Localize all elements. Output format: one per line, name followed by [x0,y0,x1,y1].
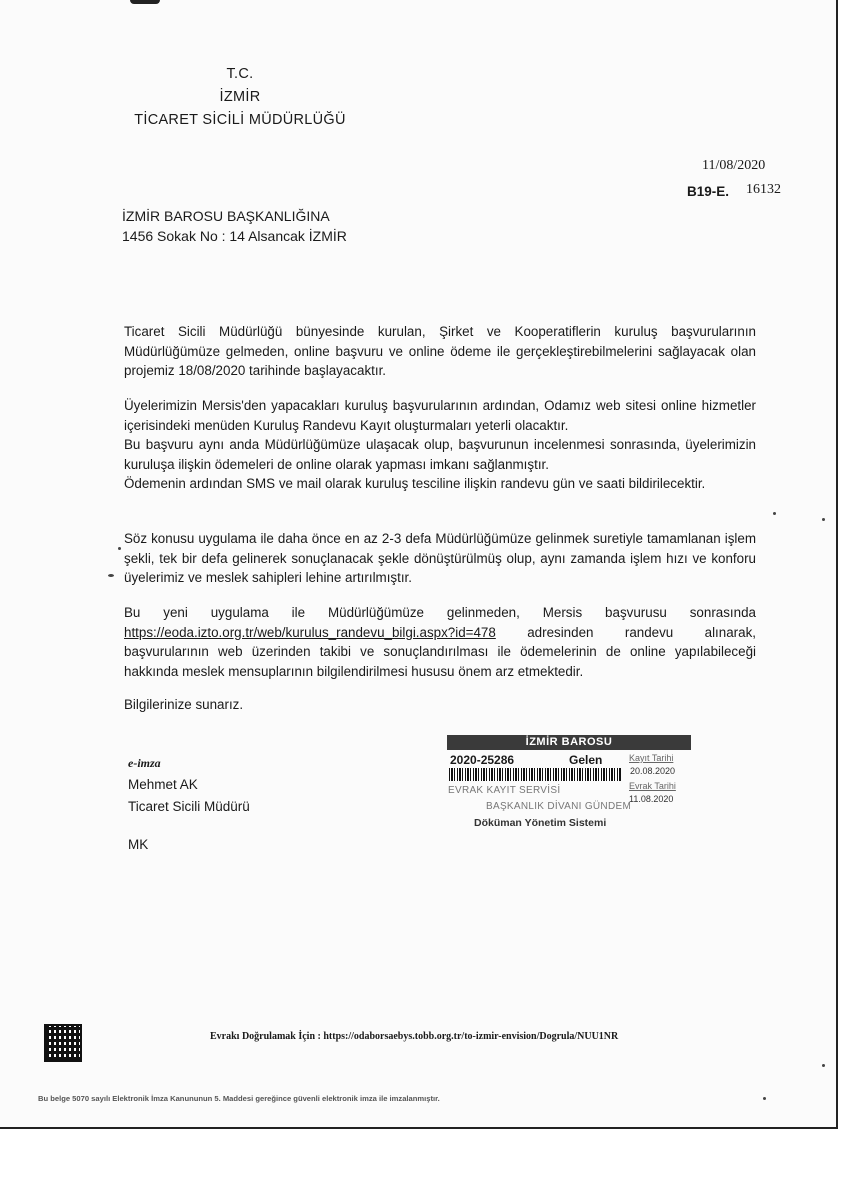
stamp-service: EVRAK KAYIT SERVİSİ [448,785,561,796]
signer-initials: MK [128,837,149,852]
paragraph-3-text: Söz konusu uygulama ile daha önce en az 2-3 defa Müdürlüğümüze gelinmek suretiyle tamamlanan işlem şekli, tek bir defa gelinerek sonuçlanacak şekle dönüştürülmüş olup, aynı zamanda işlem hızı ve konforu üyelerimiz ve meslek sahipleri lehine artırılmıştır. [124,531,756,586]
paragraph-4-pre: Bu yeni uygulama ile Müdürlüğümüze gelinmeden, Mersis başvurusu sonrasında [124,605,756,620]
reference-number: 16132 [746,182,781,197]
verification-url[interactable]: https://odaborsaebys.tobb.org.tr/to-izmir-envision/Dogrula/NUU1NR [323,1031,619,1042]
scan-speck [763,1097,766,1100]
signer-name: Mehmet AK [128,777,198,792]
signer-title: Ticaret Sicili Müdürü [128,799,250,814]
verification-line [210,1031,618,1042]
recipient-block [122,206,347,246]
stamp-status: Gelen [569,753,603,767]
letterhead-office: TİCARET SİCİLİ MÜDÜRLÜĞÜ [134,112,346,128]
paragraph-1 [124,322,756,381]
recipient-name: İZMİR BAROSU BAŞKANLIĞINA [122,208,330,224]
paragraph-1-text: Ticaret Sicili Müdürlüğü bünyesinde kurulan, Şirket ve Kooperatiflerin kuruluş başvurularının Müdürlüğümüze gelmeden, online başvuru ve online ödeme ile gerçekleştirebilmelerini sağlayacak olan projemiz 18/08/2020 tarihinde başlayacaktır. [124,324,756,379]
qr-code-icon [44,1024,82,1062]
paragraph-4-post: adresinden randevu alınarak, başvurularının web üzerinden takibi ve sonuçlandırılması ile ödemelerinin de online yapılabileceği hakkında meslek mensuplarının bilgilendirilmesi hususu önem arz etmektedir. [124,624,756,679]
scan-speck [822,1064,825,1067]
e-signature-mark: e-imza [128,756,161,770]
stamp-evrak-label: Evrak Tarihi [629,781,676,791]
signature-block [128,752,250,856]
appointment-link[interactable]: https://eoda.izto.org.tr/web/kurulus_randevu_bilgi.aspx?id=478 [124,624,496,640]
scan-mark [130,0,160,4]
paragraph-2a-text: Üyelerimizin Mersis'den yapacakları kuruluş başvurularının ardından, Odamız web sitesi online hizmetler içerisindeki menüden Kuruluş Randevu Kayıt oluşturmaları yeterli olacaktır. [124,398,756,433]
scan-speck [108,574,114,577]
paragraph-2 [124,396,756,494]
stamp-kayit-label: Kayıt Tarihi [629,753,674,763]
letterhead-tc: T.C. [226,66,254,82]
scan-speck [773,512,776,515]
closing-text: Bilgilerinize sunarız. [124,697,244,712]
paragraph-4-text [124,603,756,681]
paragraph-4 [124,603,756,681]
stamp-kayit-date: 20.08.2020 [630,766,676,776]
paragraph-3 [124,529,756,588]
letterhead [110,63,370,132]
scan-speck [822,518,825,521]
stamp-system: Döküman Yönetim Sistemi [474,817,607,829]
letterhead-city: İZMİR [219,89,261,105]
verification-label: Evrakı Doğrulamak İçin : [210,1031,324,1042]
letter-date: 11/08/2020 [702,158,766,173]
stamp-number: 2020-25286 [450,753,515,767]
reference-prefix: B19-E. [687,184,730,199]
stamp-org: İZMİR BAROSU [447,735,691,750]
registry-stamp [444,735,694,847]
recipient-address: 1456 Sokak No : 14 Alsancak İZMİR [122,228,347,244]
legal-notice: Bu belge 5070 sayılı Elektronik İmza Kanununun 5. Maddesi gereğince güvenli elektronik imza ile imzalanmıştır. [38,1094,440,1103]
stamp-barcode [449,768,621,781]
paragraph-2b-text: Bu başvuru aynı anda Müdürlüğümüze ulaşacak olup, başvurunun incelenmesi sonrasında, üyelerimizin kuruluşa ilişkin ödemeleri de online olarak yapması imkanı sağlanmıştır. [124,437,756,472]
scan-speck [118,547,121,550]
paragraph-2c-text: Ödemenin ardından SMS ve mail olarak kuruluş tesciline ilişkin randevu gün ve saati bildirilecektir. [124,476,706,492]
stamp-department: BAŞKANLIK DİVANI GÜNDEM [486,801,632,812]
stamp-evrak-date: 11.08.2020 [629,794,674,804]
